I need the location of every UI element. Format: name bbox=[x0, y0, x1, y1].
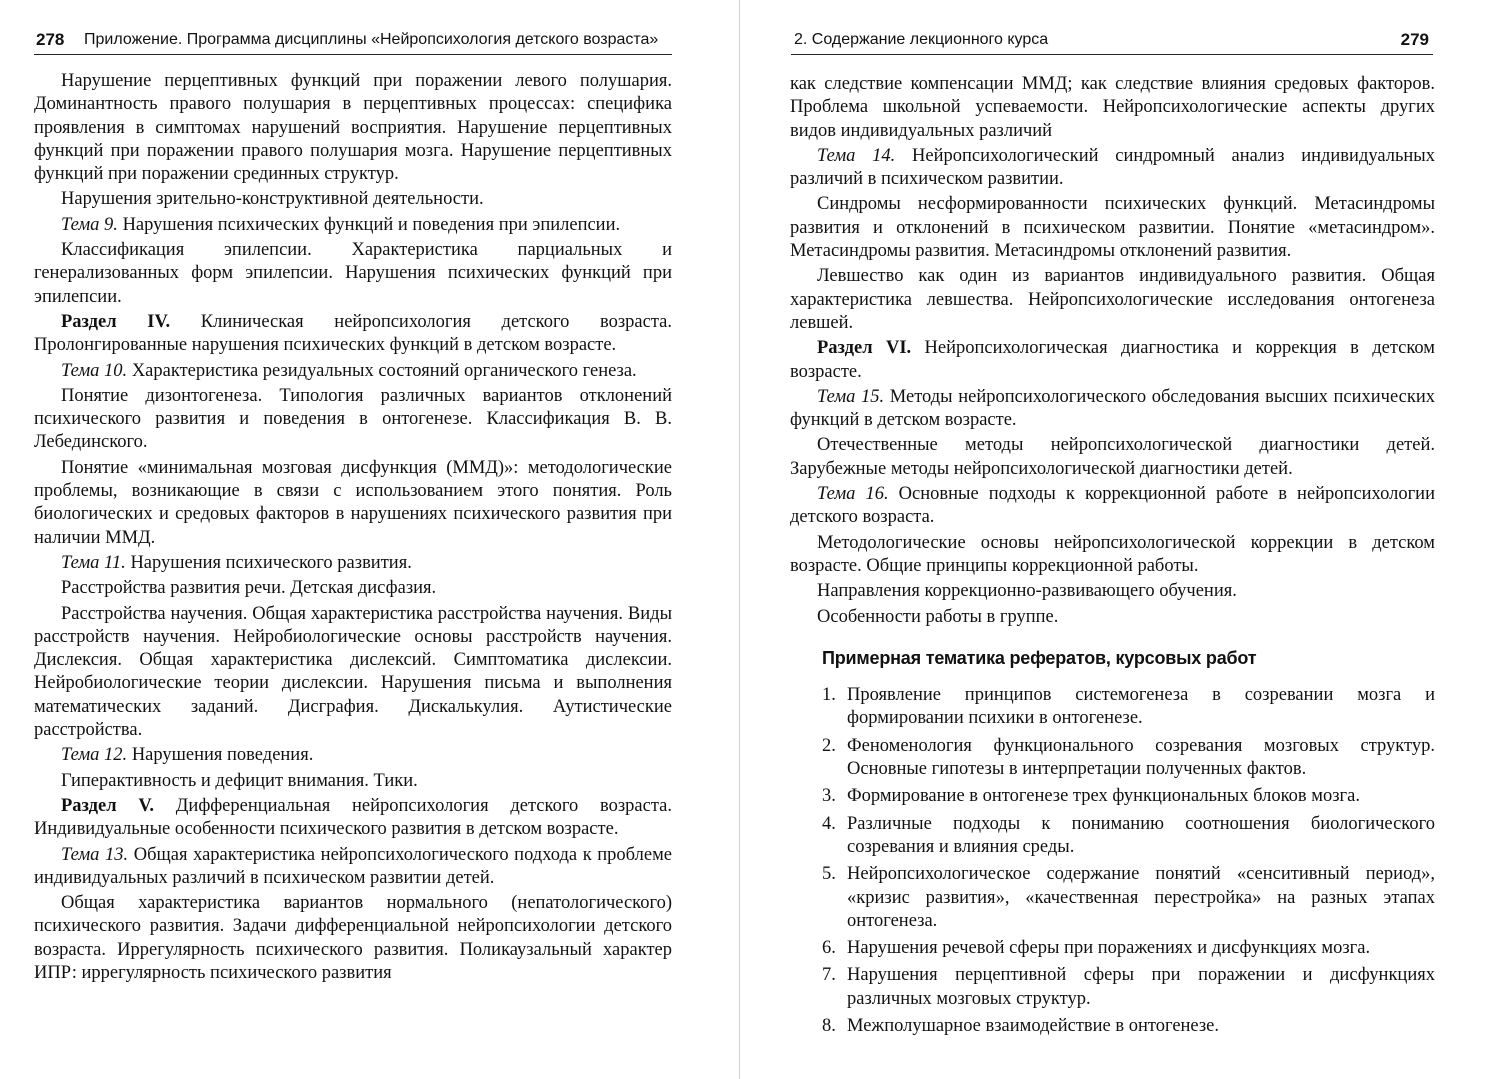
list-item bbox=[790, 863, 1435, 933]
paragraph-text: Нейропсихологическая диагностика и коррекция в детском возрасте. bbox=[790, 338, 1436, 382]
paragraph bbox=[34, 385, 672, 455]
list-item-text: Различные подходы к пониманию соотношения биологического созревания и влияния среды. bbox=[847, 813, 1435, 857]
section-label: Раздел VI. bbox=[817, 338, 912, 359]
paragraph-text: Понятие дизонтогенеза. Типология различных вариантов отклонений психического развития и поведения в онтогенезе. Классификация В. В. Лебединского. bbox=[34, 385, 672, 453]
list-item-text: Проявление принципов системогенеза в созревании мозга и формировании психики в онтогенезе. bbox=[847, 685, 1435, 729]
paragraph bbox=[34, 70, 672, 186]
right-page bbox=[748, 0, 1490, 1079]
paragraph-text: Методологические основы нейропсихологической коррекции в детском возрасте. Общие принципы коррекционной работы. bbox=[790, 532, 1435, 576]
right-running-head: 2. Содержание лекционного курса bbox=[794, 31, 1049, 48]
left-page-body bbox=[34, 70, 672, 987]
paragraph-text: Общая характеристика нейропсихологического подхода к проблеме индивидуальных различий в психическом развитии детей. bbox=[34, 844, 672, 888]
paragraph-text: Дифференциальная нейропсихология детского возраста. Индивидуальные особенности психического развития в детском возрасте. bbox=[34, 795, 672, 840]
paragraph-text: Нарушения поведения. bbox=[127, 745, 314, 766]
paragraph-text: Синдромы несформированности психических функций. Метасиндромы развития и отклонений в психическом развитии. Понятие «метасиндром». Метасиндромы развития. Метасиндромы отклонений развития. bbox=[790, 194, 1435, 262]
paragraph bbox=[34, 311, 672, 358]
paragraph-text: Отечественные методы нейропсихологической диагностики детей. Зарубежные методы нейропсихологической диагностики детей. bbox=[790, 435, 1435, 479]
right-page-number: 279 bbox=[1400, 30, 1429, 49]
paragraph bbox=[34, 214, 672, 237]
paragraph bbox=[790, 193, 1435, 263]
topic-label: Тема 12. bbox=[61, 745, 128, 766]
paragraph bbox=[34, 188, 672, 211]
topic-label: Тема 11. bbox=[61, 552, 126, 573]
paragraph bbox=[34, 360, 672, 383]
paragraph bbox=[34, 239, 672, 309]
list-item-number: 3. bbox=[822, 786, 836, 807]
paragraph-text: Понятие «минимальная мозговая дисфункция (ММД)»: методологические проблемы, возникающие в связи с использованием этого понятия. Роль биологических и средовых факторов в нарушениях психического развития при наличии ММД. bbox=[34, 457, 672, 548]
list-item bbox=[790, 964, 1435, 1011]
paragraph bbox=[790, 532, 1435, 579]
paragraph bbox=[34, 892, 672, 985]
list-item-number: 2. bbox=[822, 735, 836, 756]
left-page bbox=[0, 0, 740, 1079]
paragraph bbox=[790, 337, 1435, 384]
paragraph bbox=[790, 580, 1435, 603]
list-item-text: Феноменология функционального созревания мозговых структур. Основные гипотезы в интерпретации полученных фактов. bbox=[847, 735, 1435, 780]
paragraph bbox=[34, 552, 672, 575]
paragraph bbox=[34, 577, 672, 600]
paragraph bbox=[34, 744, 672, 767]
paragraph bbox=[34, 795, 672, 842]
section-label: Раздел V. bbox=[61, 795, 154, 816]
list-item bbox=[790, 684, 1435, 731]
list-item-text: Нарушения перцептивной сферы при поражении и дисфункциях различных мозговых структур. bbox=[847, 965, 1435, 1009]
paragraph bbox=[34, 844, 672, 891]
paragraph bbox=[34, 603, 672, 743]
list-item bbox=[790, 813, 1435, 860]
paragraph-text: Методы нейропсихологического обследования высших психических функций в детском возрасте. bbox=[790, 386, 1435, 431]
section-heading: Примерная тематика рефератов, курсовых работ bbox=[822, 647, 1257, 668]
paragraph bbox=[790, 434, 1435, 481]
paragraph bbox=[790, 265, 1435, 335]
list-item bbox=[790, 937, 1435, 960]
paragraph-text: Характеристика резидуальных состояний органического генеза. bbox=[127, 360, 637, 381]
right-running-header bbox=[791, 30, 1433, 55]
paragraph-text: Классификация эпилепсии. Характеристика парциальных и генерализованных форм эпилепсии. Нарушения психических функций при эпилепсии. bbox=[34, 240, 672, 307]
paragraph-text: Нарушения зрительно-конструктивной деятельности. bbox=[61, 189, 484, 210]
topic-label: Тема 14. bbox=[817, 145, 896, 166]
topic-label: Тема 9. bbox=[61, 214, 118, 235]
paragraph-text: Общая характеристика вариантов нормального (непатологического) психического развития. Задачи дифференциальной нейропсихологии детского возраста. Иррегулярность психического развития. Поликаузальный характер ИПР: иррегулярность психического развития bbox=[34, 893, 672, 983]
topics-list bbox=[790, 684, 1435, 1038]
paragraph-text: Нарушения психического развития. bbox=[125, 552, 412, 573]
section-label: Раздел IV. bbox=[61, 311, 171, 332]
list-item-number: 8. bbox=[822, 1015, 836, 1036]
topic-label: Тема 15. bbox=[817, 386, 885, 407]
list-item bbox=[790, 1015, 1435, 1038]
paragraph bbox=[790, 483, 1435, 530]
topic-label: Тема 13. bbox=[61, 844, 129, 865]
paragraph bbox=[790, 145, 1435, 192]
list-item bbox=[790, 785, 1435, 808]
list-item-text: Формирование в онтогенезе трех функциональных блоков мозга. bbox=[847, 786, 1360, 807]
paragraph-text: Основные подходы к коррекционной работе в нейропсихологии детского возраста. bbox=[790, 484, 1435, 528]
list-item-text: Нейропсихологическое содержание понятий «сенситивный период», «кризис развития», «качественная перестройка» на разных этапах онтогенеза. bbox=[847, 864, 1435, 931]
right-paragraphs bbox=[790, 73, 1435, 629]
list-item-number: 7. bbox=[822, 965, 836, 986]
paragraph-text: Расстройства научения. Общая характеристика расстройства научения. Виды расстройств научения. Нейробиологические основы расстройств научения. Дислексия. Общая характеристика дислексий. Симптоматика дислексии. Нейробиологические теории дислексии. Нарушения письма и выполнения математических заданий. Дисграфия. Дискалькулия. Аутистические расстройства. bbox=[34, 603, 672, 741]
paragraph-text: как следствие компенсации ММД; как следствие влияния средовых факторов. Проблема школьной успеваемости. Нейропсихологические аспекты других видов индивидуальных различий bbox=[790, 74, 1435, 141]
paragraph-text: Направления коррекционно-развивающего обучения. bbox=[817, 581, 1237, 602]
paragraph bbox=[790, 606, 1435, 629]
paragraph bbox=[34, 770, 672, 793]
left-running-header bbox=[34, 30, 672, 55]
left-running-head: Приложение. Программа дисциплины «Нейропсихология детского возраста» bbox=[84, 31, 659, 48]
topic-label: Тема 16. bbox=[817, 484, 889, 505]
left-page-number: 278 bbox=[36, 30, 65, 49]
paragraph bbox=[34, 457, 672, 550]
paragraph-text: Нарушения психических функций и поведения при эпилепсии. bbox=[117, 214, 621, 235]
paragraph bbox=[790, 73, 1435, 143]
paragraph-text: Нейропсихологический синдромный анализ индивидуальных различий в психическом развитии. bbox=[790, 145, 1435, 190]
paragraph-text: Клиническая нейропсихология детского возраста. Пролонгированные нарушения психических функций в детском возрасте. bbox=[34, 311, 673, 356]
list-item bbox=[790, 735, 1435, 782]
paragraph-text: Гиперактивность и дефицит внимания. Тики. bbox=[61, 770, 418, 791]
paragraph-text: Нарушение перцептивных функций при поражении левого полушария. Доминантность правого полушария в перцептивных процессах: специфика проявления в симптомах нарушений восприятия. Нарушение перцептивных функций при поражении правого полушария мозга. Нарушение перцептивных функций при поражении срединных структур. bbox=[34, 71, 672, 185]
list-item-number: 1. bbox=[822, 685, 836, 706]
paragraph-text: Расстройства развития речи. Детская дисфазия. bbox=[61, 578, 437, 599]
paragraph bbox=[790, 386, 1435, 433]
list-item-number: 4. bbox=[822, 813, 836, 834]
list-item-text: Межполушарное взаимодействие в онтогенезе. bbox=[847, 1015, 1220, 1036]
topic-label: Тема 10. bbox=[61, 360, 128, 381]
right-page-body bbox=[790, 73, 1435, 1042]
list-item-number: 6. bbox=[822, 938, 836, 959]
paragraph-text: Левшество как один из вариантов индивидуального развития. Общая характеристика левшества. Нейропсихологические исследования онтогенеза левшей. bbox=[790, 266, 1435, 333]
list-item-text: Нарушения речевой сферы при поражениях и дисфункциях мозга. bbox=[847, 938, 1371, 959]
paragraph-text: Особенности работы в группе. bbox=[817, 606, 1059, 627]
list-item-number: 5. bbox=[822, 864, 836, 885]
